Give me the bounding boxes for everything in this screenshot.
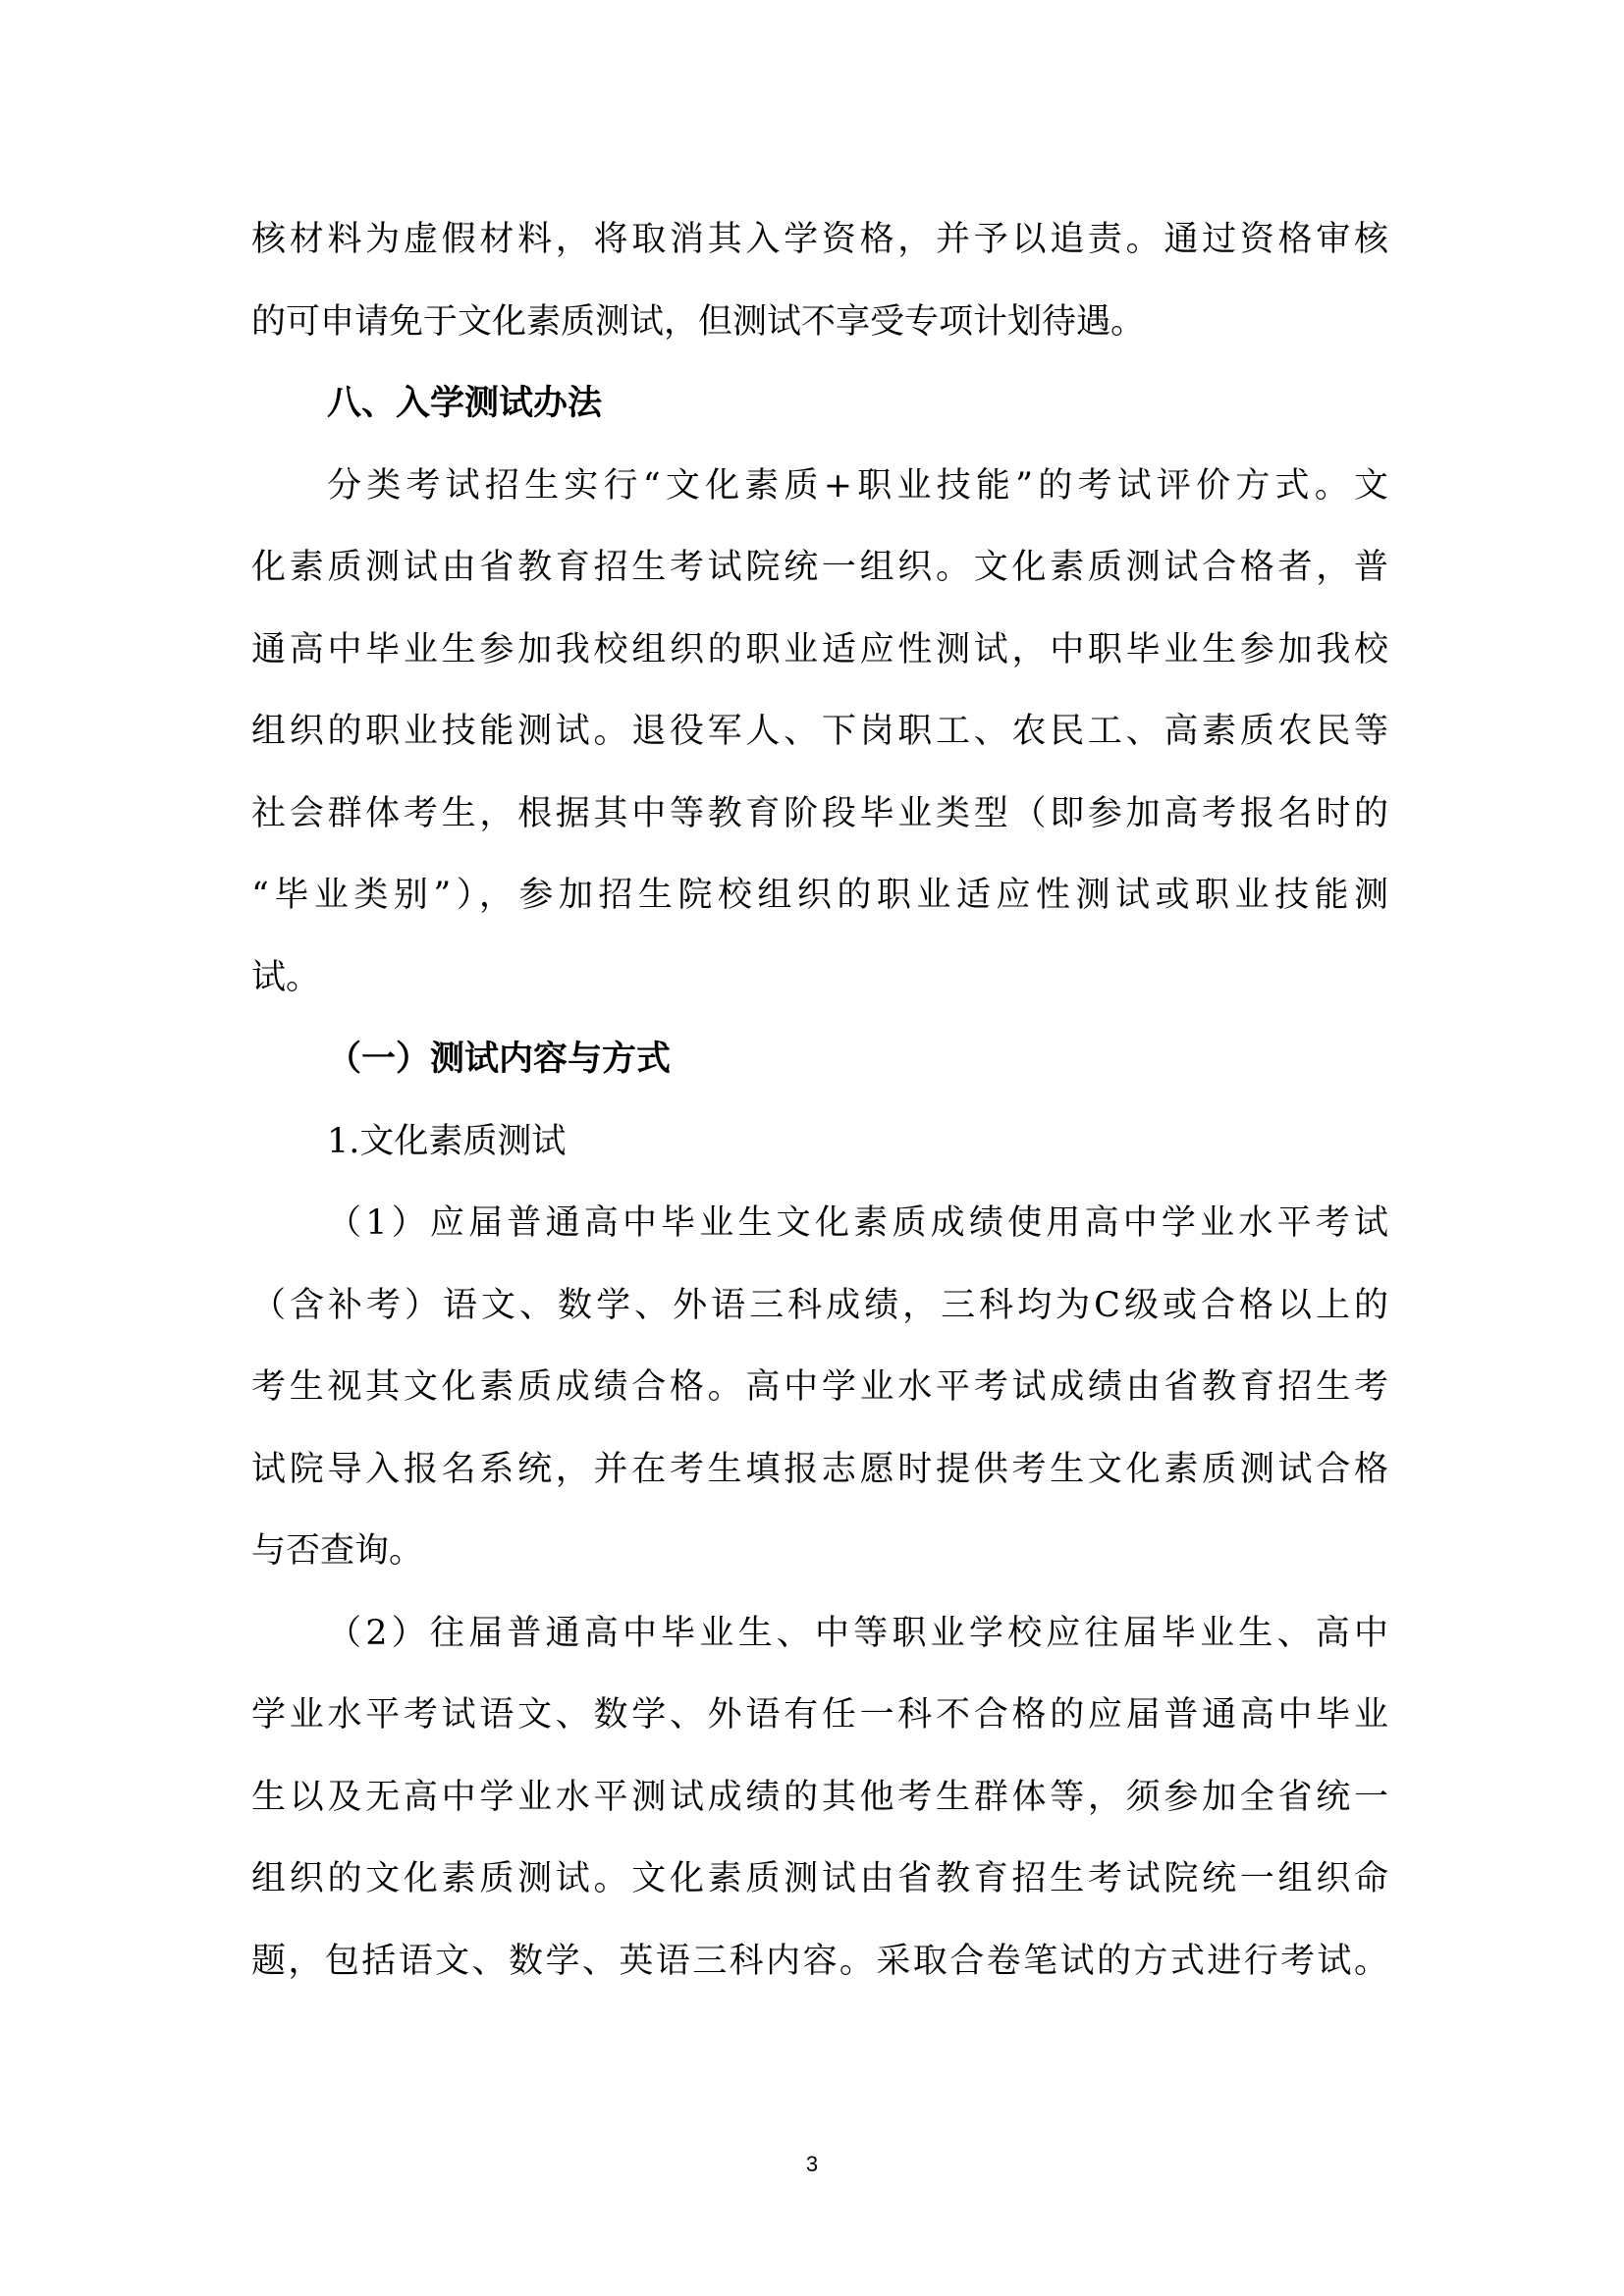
item-heading: 1.文化素质测试 [327, 1121, 567, 1161]
text-line: 分类考试招生实行“文化素质+职业技能”的考试评价方式。文 [327, 465, 1388, 506]
subsection-heading: （一）测试内容与方式 [327, 1040, 672, 1079]
text-line: 与否查询。 [251, 1531, 424, 1571]
text-line: 生以及无高中学业水平测试成绩的其他考生群体等，须参加全省统一 [251, 1777, 1388, 1817]
text-line: 组织的职业技能测试。退役军人、下岗职工、农民工、高素质农民等 [251, 712, 1388, 751]
text-line: 化素质测试由省教育招生考试院统一组织。文化素质测试合格者，普 [251, 548, 1388, 587]
section-heading: 八、入学测试办法 [327, 384, 603, 423]
document-body [251, 199, 1388, 2002]
text-line: 试。 [251, 957, 321, 997]
text-line: 试院导入报名系统，并在考生填报志愿时提供考生文化素质测试合格 [251, 1449, 1388, 1489]
text-line: 学业水平考试语文、数学、外语有任一科不合格的应届普通高中毕业 [251, 1695, 1388, 1735]
text-line: 组织的文化素质测试。文化素质测试由省教育招生考试院统一组织命 [251, 1859, 1388, 1898]
text-line: （1）应届普通高中毕业生文化素质成绩使用高中学业水平考试 [327, 1203, 1388, 1243]
text-line: 题，包括语文、数学、英语三科内容。采取合卷笔试的方式进行考试。 [251, 1941, 1388, 1981]
text-line: （含补考）语文、数学、外语三科成绩，三科均为C级或合格以上的 [251, 1285, 1388, 1325]
text-line: 考生视其文化素质成绩合格。高中学业水平考试成绩由省教育招生考 [251, 1367, 1388, 1407]
text-line: “毕业类别”），参加招生院校组织的职业适应性测试或职业技能测 [251, 876, 1388, 915]
text-line: 社会群体考生，根据其中等教育阶段毕业类型（即参加高考报名时的 [251, 793, 1388, 833]
page-number: 3 [805, 2152, 819, 2176]
text-line: （2）往届普通高中毕业生、中等职业学校应往届毕业生、高中 [327, 1613, 1388, 1653]
text-line: 通高中毕业生参加我校组织的职业适应性测试，中职毕业生参加我校 [251, 629, 1388, 669]
text-line: 的可申请免于文化素质测试，但测试不享受专项计划待遇。 [251, 301, 1146, 342]
text-line: 核材料为虚假材料，将取消其入学资格，并予以追责。通过资格审核 [251, 220, 1388, 259]
